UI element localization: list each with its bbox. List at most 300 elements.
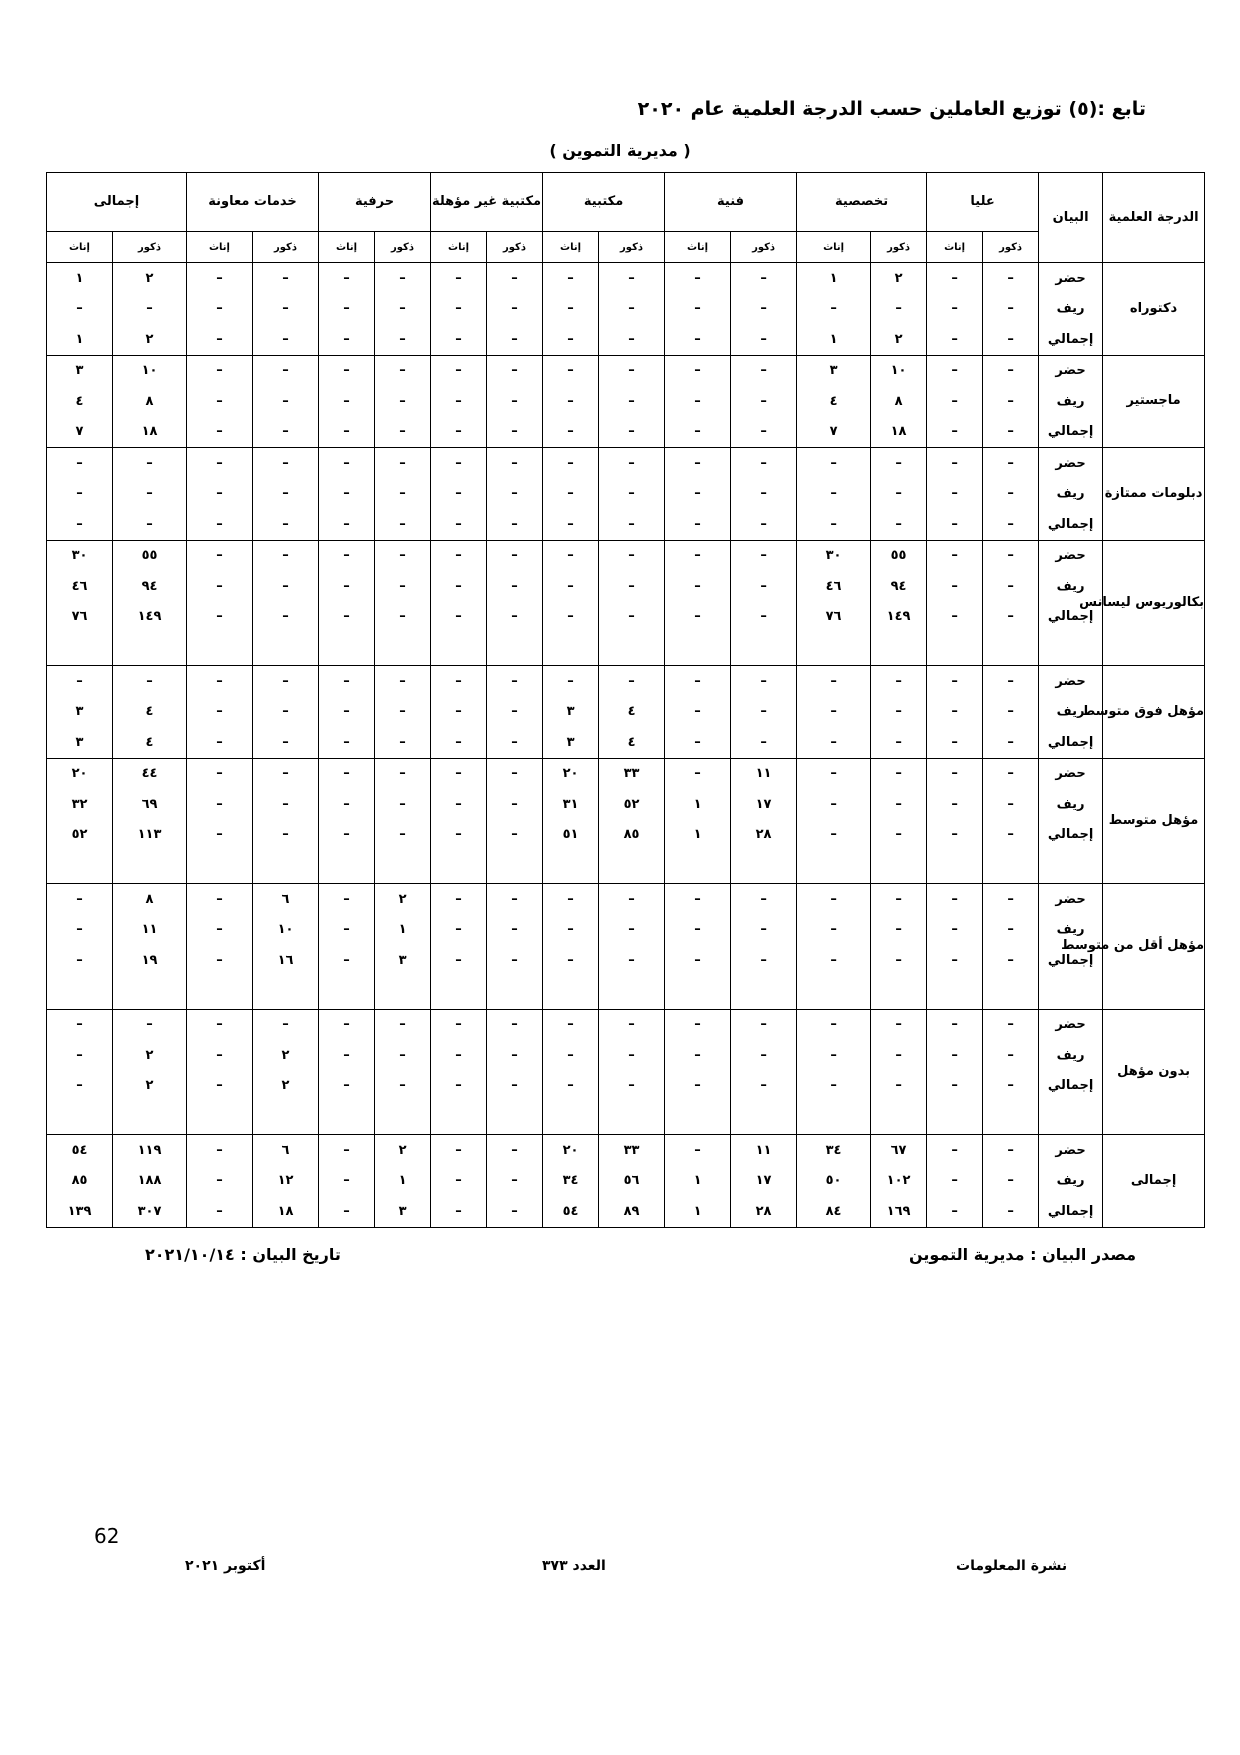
female-subheader: إناث xyxy=(543,232,599,263)
empty-cell xyxy=(319,632,375,666)
value-cell: – xyxy=(319,1166,375,1197)
row-type-label: إجمالي xyxy=(1039,324,1103,355)
female-subheader: إناث xyxy=(47,232,113,263)
value-cell: – xyxy=(375,820,431,851)
value-cell: – xyxy=(731,509,797,540)
value-cell: ٣٠ xyxy=(47,540,113,571)
value-cell: ١٦ xyxy=(253,945,319,976)
value-cell: – xyxy=(253,417,319,448)
page-title: تابع :(٥) توزيع العاملين حسب الدرجة العلمية عام ٢٠٢٠ xyxy=(637,98,1146,120)
spacer-row xyxy=(47,850,1205,884)
value-cell: – xyxy=(253,789,319,820)
value-cell: ١ xyxy=(47,263,113,294)
value-cell: – xyxy=(253,324,319,355)
value-cell: – xyxy=(543,324,599,355)
value-cell: – xyxy=(599,386,665,417)
value-cell: ٥٦ xyxy=(599,1166,665,1197)
value-cell: ١١ xyxy=(113,915,187,946)
table-row xyxy=(47,1040,1205,1071)
value-cell: – xyxy=(731,666,797,697)
value-cell: – xyxy=(543,884,599,915)
value-cell: – xyxy=(927,386,983,417)
table-row xyxy=(47,294,1205,325)
value-cell: – xyxy=(599,448,665,479)
value-cell: ١٧ xyxy=(731,1166,797,1197)
value-cell: ٨٤ xyxy=(797,1196,871,1227)
degree-label: مؤهل أقل من متوسط xyxy=(1103,884,1205,1010)
value-cell: – xyxy=(543,294,599,325)
value-cell: – xyxy=(927,1166,983,1197)
value-cell: – xyxy=(113,294,187,325)
empty-cell xyxy=(927,850,983,884)
female-subheader: إناث xyxy=(431,232,487,263)
value-cell: – xyxy=(983,479,1039,510)
value-cell: – xyxy=(983,1135,1039,1166)
table-row xyxy=(47,789,1205,820)
value-cell: ٢ xyxy=(375,884,431,915)
value-cell: ٢ xyxy=(113,263,187,294)
empty-cell xyxy=(431,976,487,1010)
value-cell: – xyxy=(487,1040,543,1071)
value-cell: – xyxy=(927,666,983,697)
value-cell: – xyxy=(431,509,487,540)
value-cell: – xyxy=(487,915,543,946)
male-subheader: ذكور xyxy=(113,232,187,263)
value-cell: – xyxy=(187,448,253,479)
value-cell: – xyxy=(927,417,983,448)
value-cell: – xyxy=(731,1040,797,1071)
value-cell: ٣ xyxy=(375,945,431,976)
empty-cell xyxy=(47,976,113,1010)
value-cell: ٢ xyxy=(871,263,927,294)
value-cell: – xyxy=(797,448,871,479)
value-cell: – xyxy=(599,509,665,540)
value-cell: – xyxy=(927,820,983,851)
value-cell: ٢٨ xyxy=(731,820,797,851)
value-cell: ٧٦ xyxy=(47,602,113,633)
value-cell: – xyxy=(983,263,1039,294)
value-cell: – xyxy=(983,697,1039,728)
value-cell: – xyxy=(927,540,983,571)
value-cell: – xyxy=(487,945,543,976)
value-cell: – xyxy=(375,571,431,602)
value-cell: ٥٥ xyxy=(871,540,927,571)
value-cell: – xyxy=(319,263,375,294)
group-header: فنية xyxy=(665,173,797,232)
value-cell: – xyxy=(599,263,665,294)
value-cell: – xyxy=(253,602,319,633)
value-cell: – xyxy=(47,1009,113,1040)
value-cell: ٣٣ xyxy=(599,758,665,789)
value-cell: ١٤٩ xyxy=(113,602,187,633)
value-cell: – xyxy=(319,417,375,448)
value-cell: – xyxy=(487,509,543,540)
table-row xyxy=(47,324,1205,355)
value-cell: – xyxy=(731,945,797,976)
row-type-label: ريف xyxy=(1039,479,1103,510)
value-cell: – xyxy=(187,758,253,789)
degree-label: دبلومات ممتازة xyxy=(1103,448,1205,541)
value-cell: ١٠ xyxy=(113,355,187,386)
table-row xyxy=(47,666,1205,697)
group-header: عليا xyxy=(927,173,1039,232)
value-cell: – xyxy=(319,1040,375,1071)
value-cell: – xyxy=(113,666,187,697)
value-cell: ٢ xyxy=(871,324,927,355)
value-cell: – xyxy=(253,697,319,728)
value-cell: – xyxy=(47,945,113,976)
value-cell: ٥٢ xyxy=(599,789,665,820)
value-cell: – xyxy=(665,758,731,789)
header-row-groups xyxy=(47,173,1205,232)
degree-column-header: الدرجة العلمية xyxy=(1103,173,1205,263)
value-cell: – xyxy=(871,294,927,325)
data-table xyxy=(46,172,1205,1228)
value-cell: – xyxy=(487,355,543,386)
value-cell: – xyxy=(927,1040,983,1071)
empty-cell xyxy=(599,632,665,666)
empty-cell xyxy=(47,850,113,884)
empty-cell xyxy=(187,850,253,884)
value-cell: ٣٢ xyxy=(47,789,113,820)
empty-cell xyxy=(375,976,431,1010)
value-cell: ١١ xyxy=(731,758,797,789)
table-row xyxy=(47,417,1205,448)
empty-cell xyxy=(665,976,731,1010)
value-cell: – xyxy=(487,1071,543,1102)
value-cell: ٣ xyxy=(47,697,113,728)
value-cell: – xyxy=(731,602,797,633)
row-type-label: إجمالي xyxy=(1039,417,1103,448)
value-cell: – xyxy=(871,884,927,915)
empty-cell xyxy=(927,632,983,666)
value-cell: – xyxy=(487,479,543,510)
value-cell: – xyxy=(187,915,253,946)
value-cell: – xyxy=(797,479,871,510)
male-subheader: ذكور xyxy=(599,232,665,263)
value-cell: – xyxy=(665,571,731,602)
value-cell: ١ xyxy=(375,1166,431,1197)
value-cell: ٢ xyxy=(113,1071,187,1102)
value-cell: – xyxy=(431,417,487,448)
value-cell: – xyxy=(187,1071,253,1102)
value-cell: – xyxy=(431,1196,487,1227)
value-cell: ٨٥ xyxy=(47,1166,113,1197)
empty-cell xyxy=(375,1101,431,1135)
value-cell: ٤ xyxy=(113,727,187,758)
value-cell: – xyxy=(319,1009,375,1040)
empty-cell xyxy=(375,632,431,666)
value-cell: – xyxy=(599,884,665,915)
value-cell: – xyxy=(927,1071,983,1102)
value-cell: ٤ xyxy=(599,727,665,758)
value-cell: – xyxy=(187,727,253,758)
value-cell: – xyxy=(431,324,487,355)
value-cell: – xyxy=(113,479,187,510)
empty-cell xyxy=(599,1101,665,1135)
value-cell: – xyxy=(187,666,253,697)
value-cell: – xyxy=(797,1071,871,1102)
value-cell: ٦ xyxy=(253,1135,319,1166)
empty-cell xyxy=(871,1101,927,1135)
data-source: مصدر البيان : مديرية التموين xyxy=(908,1245,1136,1264)
value-cell: ١ xyxy=(665,1166,731,1197)
value-cell: – xyxy=(599,666,665,697)
value-cell: – xyxy=(731,448,797,479)
value-cell: – xyxy=(253,1009,319,1040)
value-cell: – xyxy=(871,789,927,820)
value-cell: – xyxy=(319,820,375,851)
value-cell: ٣ xyxy=(543,727,599,758)
value-cell: – xyxy=(927,324,983,355)
empty-cell xyxy=(113,632,187,666)
value-cell: – xyxy=(871,666,927,697)
value-cell: – xyxy=(253,294,319,325)
empty-cell xyxy=(487,850,543,884)
value-cell: ٣٣ xyxy=(599,1135,665,1166)
value-cell: ٣٤ xyxy=(797,1135,871,1166)
value-cell: ١٣٩ xyxy=(47,1196,113,1227)
value-cell: – xyxy=(431,1166,487,1197)
value-cell: – xyxy=(927,727,983,758)
empty-cell xyxy=(319,850,375,884)
empty-cell xyxy=(487,976,543,1010)
value-cell: ١٦٩ xyxy=(871,1196,927,1227)
value-cell: – xyxy=(983,758,1039,789)
value-cell: – xyxy=(731,386,797,417)
value-cell: – xyxy=(665,666,731,697)
female-subheader: إناث xyxy=(319,232,375,263)
value-cell: – xyxy=(187,479,253,510)
value-cell: ١ xyxy=(47,324,113,355)
row-type-label: حضر xyxy=(1039,1009,1103,1040)
value-cell: – xyxy=(487,294,543,325)
value-cell: – xyxy=(431,1009,487,1040)
value-cell: – xyxy=(983,945,1039,976)
row-type-label: إجمالي xyxy=(1039,945,1103,976)
empty-cell xyxy=(319,976,375,1010)
value-cell: – xyxy=(871,1071,927,1102)
data-date: تاريخ البيان : ٢٠٢١/١٠/١٤ xyxy=(145,1245,341,1264)
value-cell: ١٨ xyxy=(871,417,927,448)
male-subheader: ذكور xyxy=(253,232,319,263)
value-cell: – xyxy=(487,448,543,479)
empty-cell xyxy=(487,1101,543,1135)
value-cell: – xyxy=(599,479,665,510)
value-cell: – xyxy=(319,1196,375,1227)
table-row xyxy=(47,1071,1205,1102)
value-cell: – xyxy=(187,602,253,633)
value-cell: – xyxy=(253,355,319,386)
value-cell: – xyxy=(871,915,927,946)
female-subheader: إناث xyxy=(187,232,253,263)
value-cell: – xyxy=(731,355,797,386)
value-cell: – xyxy=(599,1040,665,1071)
value-cell: – xyxy=(431,727,487,758)
value-cell: – xyxy=(543,386,599,417)
value-cell: – xyxy=(983,1166,1039,1197)
value-cell: ٦٧ xyxy=(871,1135,927,1166)
value-cell: – xyxy=(487,324,543,355)
value-cell: – xyxy=(983,727,1039,758)
value-cell: – xyxy=(797,1040,871,1071)
value-cell: – xyxy=(487,263,543,294)
value-cell: – xyxy=(187,945,253,976)
value-cell: – xyxy=(375,386,431,417)
table-row xyxy=(47,1009,1205,1040)
value-cell: – xyxy=(47,884,113,915)
table-row xyxy=(47,540,1205,571)
value-cell: – xyxy=(871,697,927,728)
row-type-label: ريف xyxy=(1039,697,1103,728)
value-cell: – xyxy=(731,540,797,571)
value-cell: ٢ xyxy=(113,1040,187,1071)
table-row xyxy=(47,820,1205,851)
value-cell: – xyxy=(665,540,731,571)
empty-cell xyxy=(187,1101,253,1135)
value-cell: ٧٦ xyxy=(797,602,871,633)
value-cell: – xyxy=(983,602,1039,633)
value-cell: – xyxy=(983,1009,1039,1040)
value-cell: – xyxy=(187,540,253,571)
value-cell: – xyxy=(253,448,319,479)
value-cell: ٥٠ xyxy=(797,1166,871,1197)
value-cell: – xyxy=(927,697,983,728)
value-cell: – xyxy=(983,294,1039,325)
empty-cell xyxy=(543,1101,599,1135)
value-cell: – xyxy=(375,789,431,820)
value-cell: – xyxy=(187,884,253,915)
value-cell: – xyxy=(983,355,1039,386)
value-cell: ١ xyxy=(375,915,431,946)
value-cell: – xyxy=(927,294,983,325)
value-cell: – xyxy=(927,263,983,294)
table-row xyxy=(47,263,1205,294)
value-cell: – xyxy=(431,386,487,417)
empty-cell xyxy=(983,976,1039,1010)
value-cell: – xyxy=(927,884,983,915)
value-cell: – xyxy=(319,1135,375,1166)
value-cell: – xyxy=(487,697,543,728)
row-type-label: حضر xyxy=(1039,263,1103,294)
value-cell: – xyxy=(253,820,319,851)
value-cell: – xyxy=(319,727,375,758)
empty-cell xyxy=(983,1101,1039,1135)
male-subheader: ذكور xyxy=(731,232,797,263)
female-subheader: إناث xyxy=(665,232,731,263)
empty-cell xyxy=(431,632,487,666)
value-cell: ٣١ xyxy=(543,789,599,820)
value-cell: – xyxy=(983,1071,1039,1102)
empty-cell xyxy=(47,1101,113,1135)
value-cell: – xyxy=(431,915,487,946)
value-cell: ٦ xyxy=(253,884,319,915)
value-cell: – xyxy=(487,758,543,789)
value-cell: ١ xyxy=(665,789,731,820)
value-cell: – xyxy=(599,945,665,976)
value-cell: – xyxy=(187,820,253,851)
value-cell: ٨ xyxy=(113,386,187,417)
table-body xyxy=(47,263,1205,1228)
value-cell: – xyxy=(487,386,543,417)
value-cell: – xyxy=(487,1009,543,1040)
degree-label: إجمالى xyxy=(1103,1135,1205,1228)
value-cell: – xyxy=(927,789,983,820)
value-cell: – xyxy=(431,448,487,479)
row-type-label: ريف xyxy=(1039,789,1103,820)
empty-cell xyxy=(487,632,543,666)
table-row xyxy=(47,758,1205,789)
value-cell: – xyxy=(797,915,871,946)
value-cell: – xyxy=(983,884,1039,915)
value-cell: – xyxy=(487,666,543,697)
value-cell: ١١٩ xyxy=(113,1135,187,1166)
value-cell: – xyxy=(319,386,375,417)
value-cell: – xyxy=(731,417,797,448)
value-cell: – xyxy=(187,324,253,355)
value-cell: – xyxy=(983,915,1039,946)
value-cell: – xyxy=(319,324,375,355)
value-cell: – xyxy=(927,915,983,946)
value-cell: ١٤٩ xyxy=(871,602,927,633)
value-cell: – xyxy=(665,509,731,540)
value-cell: – xyxy=(253,479,319,510)
value-cell: – xyxy=(871,1009,927,1040)
value-cell: – xyxy=(187,355,253,386)
value-cell: – xyxy=(599,1009,665,1040)
empty-cell xyxy=(1039,632,1103,666)
empty-cell xyxy=(983,632,1039,666)
male-subheader: ذكور xyxy=(871,232,927,263)
row-type-label: ريف xyxy=(1039,386,1103,417)
value-cell: – xyxy=(731,727,797,758)
group-header: مكتبية xyxy=(543,173,665,232)
value-cell: ١٧ xyxy=(731,789,797,820)
spacer-row xyxy=(47,976,1205,1010)
empty-cell xyxy=(1039,976,1103,1010)
row-type-label: ريف xyxy=(1039,1166,1103,1197)
empty-cell xyxy=(731,1101,797,1135)
value-cell: – xyxy=(431,758,487,789)
value-cell: – xyxy=(665,294,731,325)
value-cell: – xyxy=(47,666,113,697)
value-cell: – xyxy=(319,666,375,697)
value-cell: – xyxy=(375,666,431,697)
value-cell: – xyxy=(543,448,599,479)
value-cell: ١٠ xyxy=(253,915,319,946)
value-cell: – xyxy=(665,727,731,758)
empty-cell xyxy=(543,850,599,884)
value-cell: – xyxy=(375,448,431,479)
value-cell: – xyxy=(319,789,375,820)
value-cell: – xyxy=(487,1196,543,1227)
row-type-label: حضر xyxy=(1039,448,1103,479)
value-cell: – xyxy=(665,945,731,976)
header-row-gender xyxy=(47,232,1205,263)
degree-label: مؤهل متوسط xyxy=(1103,758,1205,884)
table-row xyxy=(47,945,1205,976)
value-cell: – xyxy=(543,509,599,540)
page-number: 62 xyxy=(94,1524,120,1548)
spacer-row xyxy=(47,632,1205,666)
value-cell: – xyxy=(599,294,665,325)
table-row xyxy=(47,602,1205,633)
table-row xyxy=(47,386,1205,417)
empty-cell xyxy=(665,1101,731,1135)
value-cell: – xyxy=(319,697,375,728)
footer-month: أكتوبر ٢٠٢١ xyxy=(185,1558,266,1574)
value-cell: – xyxy=(665,263,731,294)
